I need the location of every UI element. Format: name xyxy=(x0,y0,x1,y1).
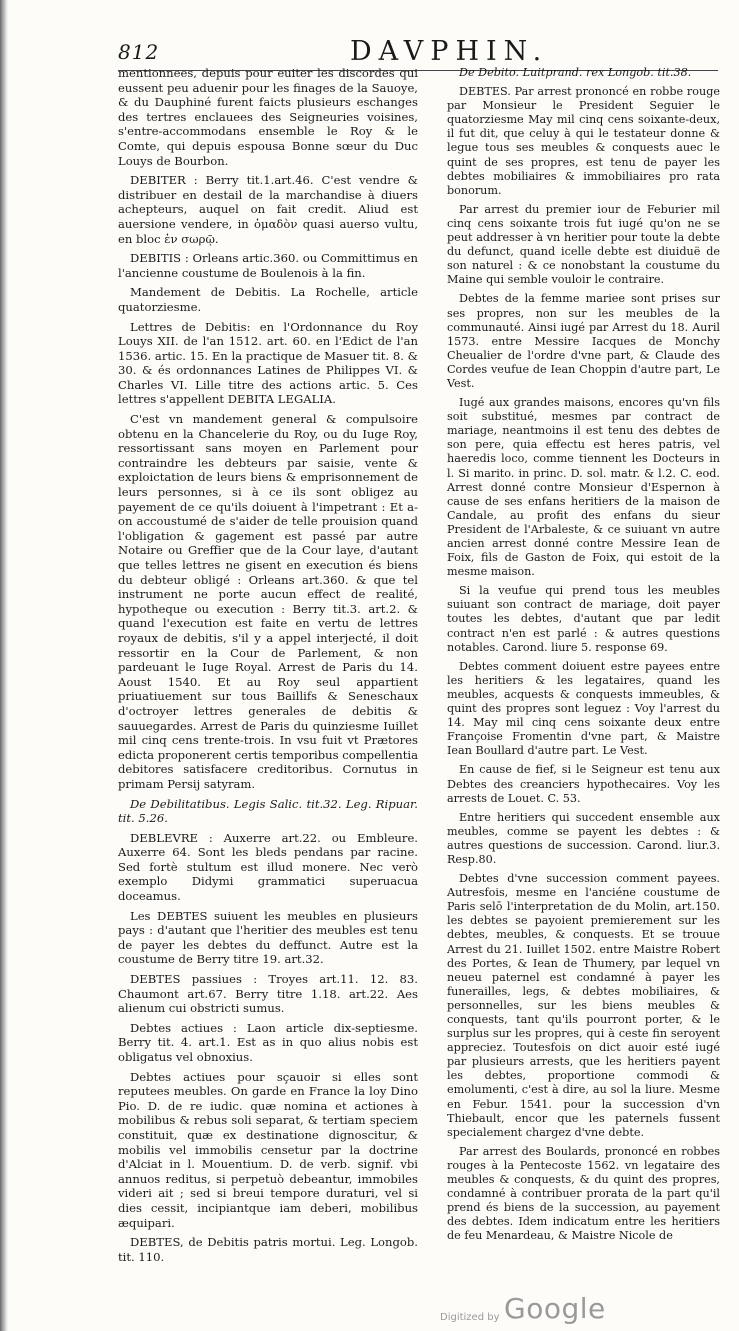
book-spine-shadow xyxy=(0,0,8,1331)
paragraph: DEBLEVRE : Auxerre art.22. ou Embleure. Auxerre 64. Sont les bleds pendans par racine. Sed fortè stultum est illud monere. Nec verò exemplo Didymi grammatici superuacua doceamus. xyxy=(118,830,418,904)
paragraph: De Debito. Luitprand. rex Longob. tit.38. xyxy=(459,66,692,79)
paragraph: Si la veufue qui prend tous les meubles suiuant son contract de mariage, doit payer toutes les debtes, d'autant que par ledit contract n'en est parlé : & autres questions notables. Carond. liure 5. response 69. xyxy=(447,584,720,654)
paragraph: Par arrest des Boulards, prononcé en robbes rouges à la Pentecoste 1562. vn legataire des meubles & conquests, & du quint des propres, condamné à contribuer prorata de la part qu'il prend és biens de la succession, au payement des debtes. Idem indicatum entre les heritiers de feu Menardeau, & Maistre Nicole de xyxy=(447,1144,720,1243)
paragraph: DEBITER : Berry tit.1.art.46. C'est vendre & distribuer en destail de la marchandise à diuers achepteurs, auquel on fait credit. Aliud est auersione vendere, in ὁμαδὸν quasi auerso vultu, en bloc ἐν σωρῷ. xyxy=(118,173,418,246)
paragraph: DEBTES, de Debitis patris mortui. Leg. Longob. tit. 110. xyxy=(118,1235,418,1264)
digitized-watermark xyxy=(440,1292,620,1328)
paragraph: Debtes comment doiuent estre payees entre les heritiers & les legataires, quand les meubles, acquests & conquests immeubles, & quint des propres sont leguez : Voy l'arrest du 14. May mil cinq cens soixante deux entre Françoise Fromentin d'vne part, & Maistre Iean Boullard d'autre part. Le Vest. xyxy=(447,659,720,758)
page-header xyxy=(118,36,718,68)
paragraph: DEBTES. Par arrest prononcé en robbe rouge par Monsieur le President Seguier le quatorziesme May mil cinq cens soixante-deux, il fut dit, que celuy à qui le testateur donne & legue tous ses meubles & conquests auec le quint de ses propres, est tenu de payer les debtes mobiliaires & immobiliaires pro rata bonorum. xyxy=(447,85,720,197)
paragraph: Iugé aux grandes maisons, encores qu'vn fils soit substitué, mesmes par contract de mariage, neantmoins il est tenu des debtes de son pere, quia effectu est heres patris, vel haeredis loco, comme tiennent les Docteurs in l. Si marito. in princ. D. sol. matr. & l.2. C. eod. Arrest donné contre Monsieur d'Espernon à cause de ses enfans heritiers de la maison de Candale, au profit des enfans du sieur President de l'Arbaleste, & ce suiuant vn autre ancien arrest donné contre Messire Iean de Foix, fils de Gaston de Foix, qui estoit de la mesme maison. xyxy=(447,396,720,579)
paragraph: C'est vn mandement general & compulsoire obtenu en la Chancelerie du Roy, ou du Iuge Roy, ressortissant sans moyen en Parlement pour contraindre les debteurs par saisie, vente & exploictation de leurs biens & emprisonnement de leurs personnes, si à ce ils sont obligez au payement de ce qu'ils doiuent à l'impetrant : Et a-on accoustumé de s'aider de telle prouision quand l'obligation & gagement est passé par autre Notaire ou Greffier que de la Cour laye, d'autant que telles lettres ne gisent en execution és biens du debteur obligé : Orleans art.360. & que tel instrument ne porte aucun effect de realité, hypotheque ou execution : Berry tit.3. art.2. & quand l'execution est faite en vertu de lettres royaux de debitis, s'il y a appel interjecté, il doit ressortir en la Cour de Parlement, & non pardeuant le Iuge Royal. Arrest de Paris du 14. Aoust 1540. Et au Roy seul appartient priuatiuement sur tous Baillifs & Seneschaux d'octroyer lettres generales de debitis & sauuegardes. Arrest de Paris du quinziesme Iuillet mil cinq cens trente-trois. In vsu fuit vt Prætores edicta proponerent certis temporibus compellentia debitores satisfacere creditoribus. Cornutus in primam Persij satyram. xyxy=(118,412,418,791)
paragraph: Lettres de Debitis: en l'Ordonnance du Roy Louys XII. de l'an 1512. art. 60. en l'Edict de l'an 1536. artic. 15. En la practique de Masuer tit. 8. & 30. & és ordonnances Latines de Philippes VI. & Charles VI. Lille titre des actions artic. 5. Ces lettres s'appellent DEBITA LEGALIA. xyxy=(118,319,418,407)
page-number: 812 xyxy=(118,40,160,64)
paragraph: mentionnees, depuis pour euiter les discordes qui eussent peu aduenir pour les finages de la Sauoye, & du Dauphiné furent faicts plusieurs eschanges des tertres enclauees des Seigneuries voisines, s'entre-accommodans ensemble le Roy & le Comte, qui depuis espousa Bonne sœur du Duc Louys de Bourbon. xyxy=(118,66,418,168)
paragraph: DEBTES passiues : Troyes art.11. 12. 83. Chaumont art.67. Berry titre 1.18. art.22. Aes alienum cui obstricti sumus. xyxy=(118,972,418,1016)
paragraph: Par arrest du premier iour de Feburier mil cinq cens soixante trois fut iugé qu'on ne se peut addresser à vn heritier pour toute la debte du defunct, quand icelle debte est diuiduë de son naturel : & ce nonobstant la coustume du Maine qui semble vouloir le contraire. xyxy=(447,202,720,287)
paragraph: Debtes actiues : Laon article dix-septiesme. Berry tit. 4. art.1. Est as in quo alius nobis est obligatus vel obnoxius. xyxy=(118,1020,418,1064)
paragraph: De Debilitatibus. Legis Salic. tit.32. Leg. Ripuar. tit. 5.26. xyxy=(118,796,418,826)
paragraph: Les DEBTES suiuent les meubles en plusieurs pays : d'autant que l'heritier des meubles est tenu de payer les debtes du deffunct. Autre est la coustume de Berry titre 19. art.32. xyxy=(118,908,418,967)
paragraph: Debtes actiues pour sçauoir si elles sont reputees meubles. On garde en France la loy Dino Pio. D. de re iudic. quæ nomina et actiones à mobilibus & rebus soli separat, & tertiam speciem constituit, quæ ex destinatione dignoscitur, & mobilis vel immobilis censetur par la doctrine d'Alciat in l. Mouentium. D. de verb. signif. vbi annuos reditus, si perpetuò debeantur, immobiles videri ait ; sed si breui tempore duraturi, vel si dies cessit, incipiantque iam deberi, mobilibus æquipari. xyxy=(118,1069,418,1230)
paragraph: Mandement de Debitis. La Rochelle, article quatorziesme. xyxy=(118,285,418,314)
paragraph: En cause de fief, si le Seigneur est tenu aux Debtes des creanciers hypothecaires. Voy les arrests de Louet. C. 53. xyxy=(447,763,720,805)
paragraph: Debtes d'vne succession comment payees. Autresfois, mesme en l'anciéne coustume de Paris selō l'interpretation de du Molin, art.150. les debtes se payoient premierement sur les debtes, meubles, & conquests. Et se trouue Arrest du 21. Iuillet 1502. entre Maistre Robert des Portes, & Iean de Thumery, par lequel vn neueu paternel est condamné à payer les funerailles, legs, & debtes mobiliaires, & personnelles, sur les biens meubles & conquests, tant qu'ils pourront porter, & le surplus sur les propres, qui à ceste fin seroyent appreciez. Toutesfois on dict auoir esté iugé par plusieurs arrests, que les heritiers payent les debtes, proportione commodi & emolumenti, c'est à dire, au sol la liure. Mesme en Febur. 1541. pour la succession d'vn Thiebault, encor que les paternels fussent specialement chargez d'vne debte. xyxy=(447,872,720,1139)
paragraph: Debtes de la femme mariee sont prises sur ses propres, non sur les meubles de la communauté. Ainsi iugé par Arrest du 18. Auril 1573. entre Messire Iacques de Monchy Cheualier de l'ordre d'vne part, & Claude des Cordes veufue de Iean Choppin d'autre part, Le Vest. xyxy=(447,292,720,390)
paragraph: DEBITIS : Orleans artic.360. ou Committimus en l'ancienne coustume de Boulenois à la fin. xyxy=(118,251,418,280)
right-column xyxy=(447,66,720,1249)
watermark-prefix: Digitized by xyxy=(440,1312,500,1323)
left-column xyxy=(118,66,418,1269)
google-logo: Google xyxy=(504,1292,606,1325)
paragraph: Entre heritiers qui succedent ensemble aux meubles, comme se payent les debtes : & autres questions de succession. Carond. liur.3. Resp.80. xyxy=(447,810,720,866)
running-title: DAVPHIN. xyxy=(350,36,549,67)
